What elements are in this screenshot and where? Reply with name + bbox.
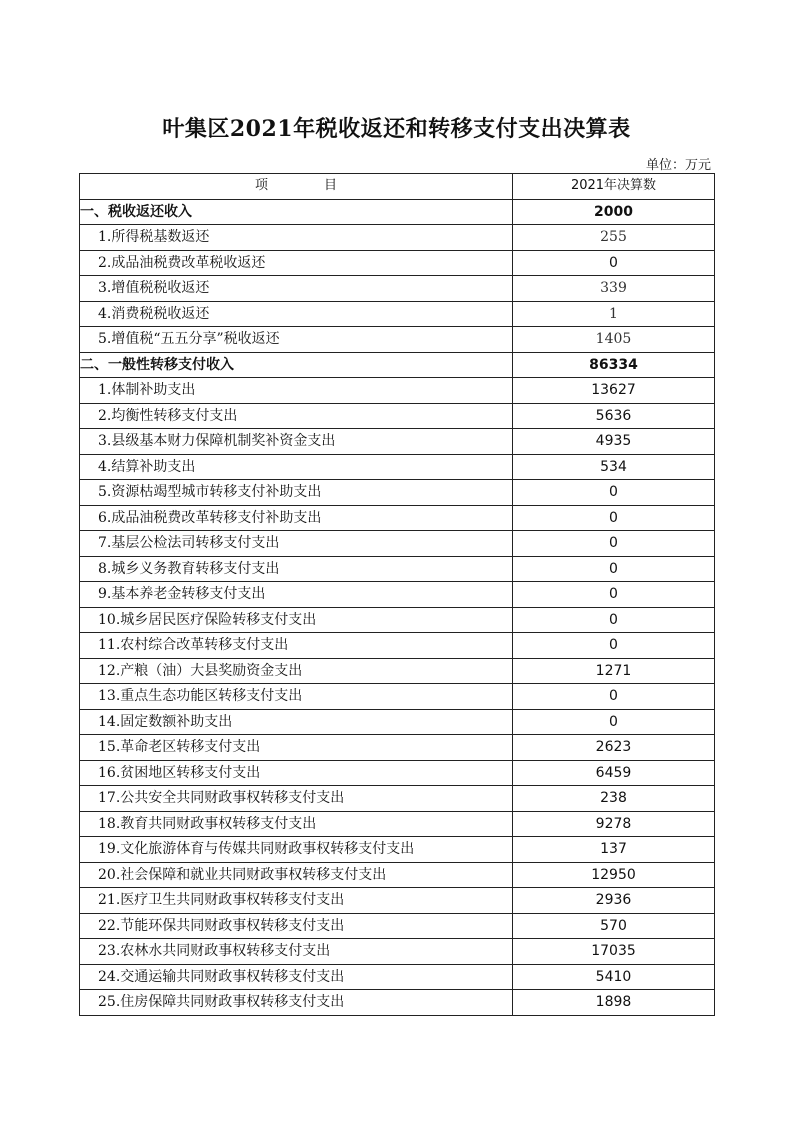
row-value: 2623 — [513, 735, 715, 761]
table-row — [80, 378, 715, 404]
row-name: 4.消费税税收返还 — [80, 301, 513, 327]
row-name: 24.交通运输共同财政事权转移支付支出 — [80, 964, 513, 990]
row-value: 6459 — [513, 760, 715, 786]
header-value: 2021年决算数 — [513, 174, 715, 200]
row-value: 0 — [513, 480, 715, 506]
table-row — [80, 862, 715, 888]
table-row — [80, 301, 715, 327]
row-name: 8.城乡义务教育转移支付支出 — [80, 556, 513, 582]
row-value: 1 — [513, 301, 715, 327]
row-value: 137 — [513, 837, 715, 863]
table-row — [80, 454, 715, 480]
row-name: 15.革命老区转移支付支出 — [80, 735, 513, 761]
row-name: 23.农林水共同财政事权转移支付支出 — [80, 939, 513, 965]
table-row — [80, 505, 715, 531]
row-value: 0 — [513, 633, 715, 659]
page-title: 叶集区2021年税收返还和转移支付支出决算表 — [162, 116, 631, 142]
row-name: 14.固定数额补助支出 — [80, 709, 513, 735]
row-value: 5410 — [513, 964, 715, 990]
row-value: 2936 — [513, 888, 715, 914]
table-row — [80, 607, 715, 633]
row-value: 0 — [513, 709, 715, 735]
row-name: 5.增值税“五五分享”税收返还 — [80, 327, 513, 353]
table-row — [80, 990, 715, 1016]
row-value: 1405 — [513, 327, 715, 353]
row-value: 13627 — [513, 378, 715, 404]
row-name: 21.医疗卫生共同财政事权转移支付支出 — [80, 888, 513, 914]
table-row — [80, 429, 715, 455]
table-row — [80, 633, 715, 659]
row-name: 11.农村综合改革转移支付支出 — [80, 633, 513, 659]
table-row — [80, 939, 715, 965]
table-row — [80, 531, 715, 557]
row-name: 5.资源枯竭型城市转移支付补助支出 — [80, 480, 513, 506]
table-row — [80, 327, 715, 353]
table-row — [80, 225, 715, 251]
table-row — [80, 760, 715, 786]
row-name: 17.公共安全共同财政事权转移支付支出 — [80, 786, 513, 812]
row-value: 1898 — [513, 990, 715, 1016]
row-value: 0 — [513, 556, 715, 582]
header-item-right: 目 — [324, 178, 338, 194]
row-name: 12.产粮（油）大县奖励资金支出 — [80, 658, 513, 684]
row-name: 10.城乡居民医疗保险转移支付支出 — [80, 607, 513, 633]
row-name: 22.节能环保共同财政事权转移支付支出 — [80, 913, 513, 939]
table-header-row — [80, 174, 715, 200]
table-row — [80, 684, 715, 710]
header-item-left: 项 — [254, 178, 268, 194]
row-name: 20.社会保障和就业共同财政事权转移支付支出 — [80, 862, 513, 888]
table-row — [80, 250, 715, 276]
row-name: 4.结算补助支出 — [80, 454, 513, 480]
table-row — [80, 658, 715, 684]
section-value: 86334 — [513, 352, 715, 378]
section-name: 二、一般性转移支付收入 — [80, 352, 513, 378]
row-name: 3.增值税税收返还 — [80, 276, 513, 302]
table-row — [80, 480, 715, 506]
row-value: 5636 — [513, 403, 715, 429]
row-value: 0 — [513, 505, 715, 531]
row-value: 0 — [513, 607, 715, 633]
row-value: 12950 — [513, 862, 715, 888]
row-value: 534 — [513, 454, 715, 480]
row-value: 0 — [513, 531, 715, 557]
table-row — [80, 556, 715, 582]
row-name: 7.基层公检法司转移支付支出 — [80, 531, 513, 557]
row-value: 570 — [513, 913, 715, 939]
section-value: 2000 — [513, 199, 715, 225]
table-row — [80, 582, 715, 608]
row-value: 339 — [513, 276, 715, 302]
table-body — [80, 199, 715, 1015]
row-value: 17035 — [513, 939, 715, 965]
table-row — [80, 403, 715, 429]
row-name: 3.县级基本财力保障机制奖补资金支出 — [80, 429, 513, 455]
table-row — [80, 709, 715, 735]
row-value: 255 — [513, 225, 715, 251]
header-item — [80, 174, 513, 200]
section-row — [80, 352, 715, 378]
row-name: 2.均衡性转移支付支出 — [80, 403, 513, 429]
table-row — [80, 913, 715, 939]
table-row — [80, 837, 715, 863]
row-name: 6.成品油税费改革转移支付补助支出 — [80, 505, 513, 531]
row-value: 9278 — [513, 811, 715, 837]
row-name: 16.贫困地区转移支付支出 — [80, 760, 513, 786]
table-row — [80, 811, 715, 837]
section-name: 一、税收返还收入 — [80, 199, 513, 225]
row-name: 1.所得税基数返还 — [80, 225, 513, 251]
row-value: 0 — [513, 582, 715, 608]
row-value: 0 — [513, 684, 715, 710]
row-name: 18.教育共同财政事权转移支付支出 — [80, 811, 513, 837]
row-value: 1271 — [513, 658, 715, 684]
table-row — [80, 964, 715, 990]
row-value: 0 — [513, 250, 715, 276]
budget-table — [79, 173, 715, 1016]
table-row — [80, 735, 715, 761]
unit-label: 单位：万元 — [645, 158, 711, 173]
row-value: 238 — [513, 786, 715, 812]
row-name: 2.成品油税费改革税收返还 — [80, 250, 513, 276]
row-name: 9.基本养老金转移支付支出 — [80, 582, 513, 608]
table-row — [80, 276, 715, 302]
section-row — [80, 199, 715, 225]
row-name: 19.文化旅游体育与传媒共同财政事权转移支付支出 — [80, 837, 513, 863]
table-row — [80, 786, 715, 812]
row-name: 13.重点生态功能区转移支付支出 — [80, 684, 513, 710]
row-value: 4935 — [513, 429, 715, 455]
row-name: 25.住房保障共同财政事权转移支付支出 — [80, 990, 513, 1016]
table-row — [80, 888, 715, 914]
row-name: 1.体制补助支出 — [80, 378, 513, 404]
